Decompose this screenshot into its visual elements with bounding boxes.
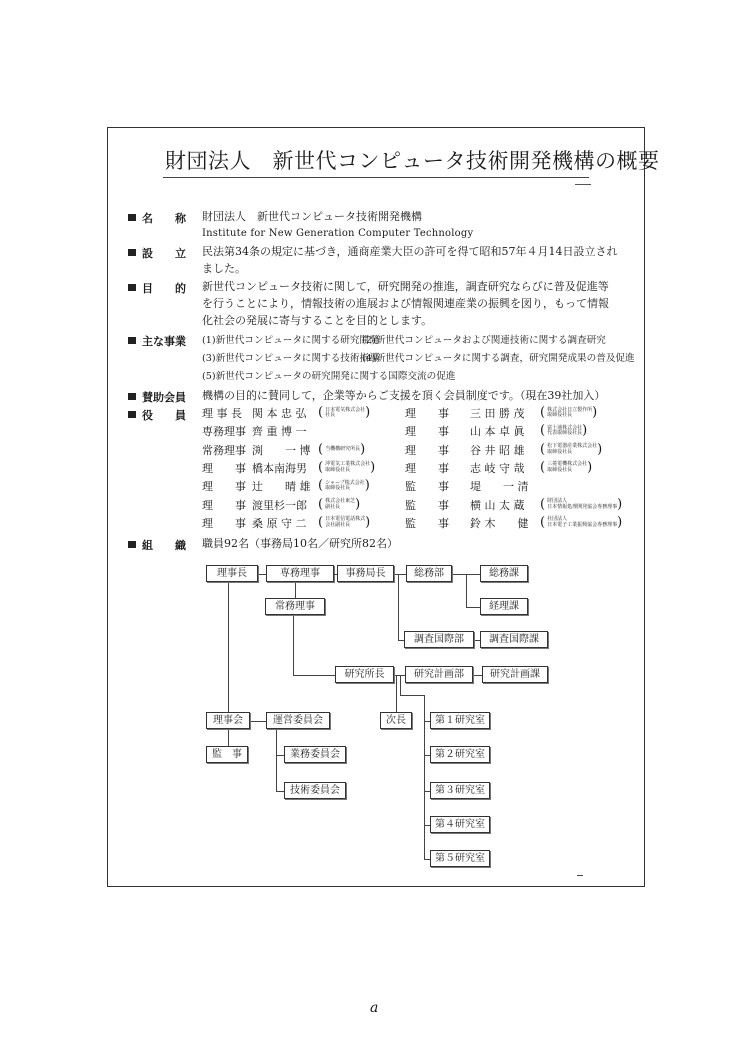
officer-role: 理 事 bbox=[202, 498, 246, 512]
page-number: a bbox=[370, 1000, 379, 1016]
affiliation-line2: 代表取締役社長 bbox=[547, 430, 583, 437]
officer-role: 理 事 bbox=[405, 443, 449, 457]
label-text: 役 員 bbox=[142, 409, 186, 422]
stray-mark bbox=[577, 875, 583, 876]
org-box-chairman: 理事長 bbox=[206, 565, 258, 582]
officer-affiliation bbox=[540, 516, 622, 530]
paren-open: ( bbox=[540, 441, 546, 457]
officer-affiliation bbox=[540, 498, 622, 512]
connector-line bbox=[250, 721, 266, 722]
bullet-square-icon bbox=[128, 214, 136, 221]
officer-name: 堤 一 清 bbox=[470, 480, 529, 494]
label-text: 設 立 bbox=[142, 247, 186, 260]
org-box-lab-2: 第２研究室 bbox=[430, 746, 490, 763]
affiliation-line1: 当機構研究所長 bbox=[325, 445, 361, 452]
paren-open: ( bbox=[540, 423, 546, 439]
name-en: Institute for New Generation Computer Technology bbox=[202, 228, 474, 239]
officer-affiliation bbox=[318, 516, 370, 530]
affiliation-line2: 社長 bbox=[325, 412, 336, 418]
officer-name: 辻 晴 雄 bbox=[252, 480, 311, 494]
bullet-square-icon bbox=[128, 393, 136, 400]
activity-item: (2)新世代コンピュータおよび関連技術に関する調査研究 bbox=[362, 335, 606, 346]
officer-affiliation bbox=[318, 461, 375, 475]
affiliation-line2: 取締役社長 bbox=[325, 485, 351, 492]
page-title: 財団法人 新世代コンピュータ技術開発機構の概要 bbox=[165, 149, 660, 173]
bullet-square-icon bbox=[128, 541, 136, 548]
affiliation-text bbox=[325, 462, 370, 473]
officer-name: 橋本南海男 bbox=[252, 461, 307, 475]
paren-close: ) bbox=[587, 459, 593, 475]
affiliation-line2: 日本情報処理開発協会専務理事 bbox=[547, 503, 618, 510]
paren-open: ( bbox=[318, 441, 324, 457]
label-name bbox=[128, 210, 186, 226]
affiliation-text bbox=[547, 499, 617, 510]
org-box-institute-director: 研究所長 bbox=[335, 666, 394, 683]
paren-close: ) bbox=[582, 423, 588, 439]
label-text: 賛助会員 bbox=[142, 391, 186, 404]
org-box-research-intl-sect: 調査国際課 bbox=[480, 631, 548, 648]
connector-line bbox=[466, 607, 480, 608]
officer-affiliation bbox=[318, 479, 370, 493]
affiliation-line2: 取締役社長 bbox=[325, 466, 351, 473]
officer-affiliation bbox=[540, 406, 597, 420]
officer-role: 常務理事 bbox=[202, 443, 246, 457]
paren-close: ) bbox=[365, 514, 371, 530]
officer-role: 理 事 bbox=[405, 461, 449, 475]
affiliation-line1: 財団法人 bbox=[547, 498, 568, 504]
org-box-senior-director: 専務理事 bbox=[266, 565, 334, 582]
affiliation-text bbox=[325, 447, 360, 453]
bullet-square-icon bbox=[128, 411, 136, 418]
org-box-planning-dept: 研究計画部 bbox=[405, 666, 473, 683]
officer-name: 齊 重 博 一 bbox=[252, 425, 307, 439]
paren-close: ) bbox=[365, 405, 371, 420]
label-text: 名 称 bbox=[142, 212, 186, 225]
label-text: 主な事業 bbox=[142, 335, 186, 348]
connector-line bbox=[466, 574, 467, 607]
organization-text: 職員92名（事務局10名／研究所82名） bbox=[202, 537, 398, 550]
title-underline bbox=[163, 177, 589, 178]
label-officers bbox=[128, 407, 186, 423]
paren-close: ) bbox=[364, 478, 370, 494]
connector-line bbox=[400, 675, 401, 695]
connector-line bbox=[228, 583, 229, 712]
officer-role: 専務理事 bbox=[202, 425, 246, 439]
label-activities bbox=[128, 333, 186, 349]
affiliation-text bbox=[547, 517, 617, 528]
officer-name: 渡里杉一郎 bbox=[252, 498, 307, 512]
officer-name: 横 山 太 蔵 bbox=[470, 498, 525, 512]
paren-open: ( bbox=[318, 514, 324, 530]
org-box-research-intl-dept: 調査国際部 bbox=[404, 631, 474, 648]
affiliation-text bbox=[547, 408, 592, 419]
org-box-planning-sect: 研究計画課 bbox=[482, 666, 548, 683]
affiliation-text bbox=[547, 462, 587, 473]
activity-item: (4)新世代コンピュータに関する調査，研究開発成果の普及促進 bbox=[362, 353, 635, 364]
name-jp: 財団法人 新世代コンピュータ技術開発機構 bbox=[202, 210, 422, 223]
affiliation-line1: 日本電信電話株式 bbox=[325, 516, 366, 523]
affiliation-text bbox=[325, 517, 365, 528]
affiliation-text bbox=[547, 444, 597, 455]
connector-line bbox=[276, 730, 277, 791]
officer-role: 監 事 bbox=[405, 516, 449, 530]
affiliation-line1: シャープ株式会社 bbox=[325, 479, 365, 486]
paren-close: ) bbox=[355, 496, 361, 512]
org-box-auditor: 監 事 bbox=[206, 746, 248, 763]
purpose-line3: 化社会の発展に寄与することを目的とします。 bbox=[202, 314, 433, 327]
affiliation-line2: 取締役社長 bbox=[547, 412, 573, 418]
title-underline-mark bbox=[575, 184, 591, 185]
officer-affiliation bbox=[540, 461, 592, 475]
officer-affiliation bbox=[318, 443, 365, 457]
paren-open: ( bbox=[318, 405, 324, 420]
officer-role: 理 事 長 bbox=[202, 407, 242, 420]
officer-name: 志 岐 守 哉 bbox=[470, 461, 525, 475]
affiliation-line1: 社団法人 bbox=[547, 516, 568, 523]
connector-line bbox=[473, 675, 482, 676]
paren-open: ( bbox=[318, 459, 324, 475]
paren-open: ( bbox=[540, 405, 546, 420]
officer-name: 三 田 勝 茂 bbox=[470, 407, 525, 420]
supporting-members-text: 機構の目的に賛同して，企業等からご支援を頂く会員制度です。（現在39社加入） bbox=[202, 389, 606, 402]
org-box-accounting-sect: 経理課 bbox=[480, 598, 528, 615]
label-organization bbox=[128, 537, 186, 553]
connector-line bbox=[398, 574, 399, 640]
org-box-lab-5: 第５研究室 bbox=[430, 850, 490, 867]
officer-affiliation bbox=[540, 424, 587, 438]
label-text: 組 織 bbox=[142, 539, 186, 552]
affiliation-line1: 日本電気株式会社 bbox=[325, 406, 366, 413]
connector-line bbox=[295, 583, 296, 598]
connector-line bbox=[424, 695, 425, 859]
officer-role: 理 事 bbox=[405, 407, 449, 420]
officer-role: 理 事 bbox=[202, 516, 246, 530]
connector-line bbox=[394, 574, 406, 575]
affiliation-text bbox=[325, 499, 355, 510]
officer-role: 監 事 bbox=[405, 480, 449, 494]
paren-close: ) bbox=[370, 459, 376, 475]
officer-role: 監 事 bbox=[405, 498, 449, 512]
paren-open: ( bbox=[540, 514, 546, 530]
affiliation-line2: 会社副社長 bbox=[325, 521, 351, 528]
org-box-lab-1: 第１研究室 bbox=[430, 712, 490, 729]
affiliation-line2: 取締役社長 bbox=[547, 448, 573, 455]
label-purpose bbox=[128, 280, 186, 296]
activity-item: (1)新世代コンピュータに関する研究開発 bbox=[202, 335, 379, 346]
established-line1: 民法第34条の規定に基づき，通商産業大臣の許可を得て昭和57年４月14日設立され bbox=[202, 245, 618, 258]
label-supporting-members bbox=[128, 389, 186, 405]
org-box-executive-director: 常務理事 bbox=[265, 598, 325, 615]
officer-affiliation bbox=[318, 406, 370, 420]
connector-line bbox=[276, 755, 284, 756]
established-line2: ました。 bbox=[202, 262, 246, 275]
affiliation-line2: 日本電子工業振興協会専務理事 bbox=[547, 521, 618, 528]
org-box-deputy-director: 次長 bbox=[380, 712, 412, 729]
org-box-secretary-general: 事務局長 bbox=[337, 565, 394, 582]
org-box-lab-3: 第３研究室 bbox=[430, 782, 490, 799]
affiliation-line1: 沖電気工業株式会社 bbox=[325, 461, 371, 468]
purpose-line2: を行うことにより，情報技術の進展および情報関連産業の振興を図り，もって情報 bbox=[202, 297, 609, 310]
officer-affiliation bbox=[540, 443, 602, 457]
paren-open: ( bbox=[540, 496, 546, 512]
activity-item: (3)新世代コンピュータに関する技術指導 bbox=[202, 353, 379, 364]
activity-item: (5)新世代コンピュータの研究開発に関する国際交流の促進 bbox=[202, 371, 456, 382]
connector-line bbox=[400, 695, 424, 696]
officer-name: 渕 一 博 bbox=[252, 443, 311, 457]
officer-name: 山 本 卓 眞 bbox=[470, 425, 525, 439]
label-text: 目 的 bbox=[142, 282, 186, 295]
paren-open: ( bbox=[318, 496, 324, 512]
connector-line bbox=[396, 675, 397, 712]
connector-line bbox=[228, 730, 229, 746]
affiliation-text bbox=[325, 481, 365, 492]
paren-close: ) bbox=[592, 405, 598, 420]
affiliation-text bbox=[547, 426, 582, 437]
affiliation-line1: 富士通株式会社 bbox=[547, 424, 583, 431]
officer-role: 理 事 bbox=[202, 480, 246, 494]
affiliation-line2: 副社長 bbox=[325, 503, 341, 510]
affiliation-line1: 松下電器産業株式会社 bbox=[547, 443, 598, 450]
connector-line bbox=[258, 574, 266, 575]
officer-name: 関 本 忠 弘 bbox=[252, 407, 307, 420]
paren-close: ) bbox=[360, 441, 366, 457]
affiliation-line1: 株式会社東芝 bbox=[325, 498, 356, 504]
connector-line bbox=[276, 791, 284, 792]
paren-open: ( bbox=[540, 459, 546, 475]
org-box-operations-committee: 業務委員会 bbox=[284, 746, 346, 763]
officer-name: 鈴 木 健 bbox=[470, 516, 529, 530]
paren-open: ( bbox=[318, 478, 324, 494]
org-box-board: 理事会 bbox=[206, 712, 250, 729]
bullet-square-icon bbox=[128, 337, 136, 344]
officer-name: 谷 井 昭 雄 bbox=[470, 443, 525, 457]
affiliation-line1: 株式会社日立製作所 bbox=[547, 406, 593, 413]
affiliation-line2: 取締役社長 bbox=[547, 466, 573, 473]
officer-role: 理 事 bbox=[405, 425, 449, 439]
affiliation-line1: 三菱電機株式会社 bbox=[547, 461, 588, 468]
officer-name: 桑 原 守 二 bbox=[252, 516, 307, 530]
paren-close: ) bbox=[617, 496, 623, 512]
connector-line bbox=[293, 675, 335, 676]
org-box-general-affairs-sect: 総務課 bbox=[480, 565, 528, 582]
paren-close: ) bbox=[597, 441, 603, 457]
bullet-square-icon bbox=[128, 249, 136, 256]
org-box-lab-4: 第４研究室 bbox=[430, 816, 490, 833]
affiliation-text bbox=[325, 408, 365, 419]
paren-close: ) bbox=[617, 514, 623, 530]
officer-role: 理 事 bbox=[202, 461, 246, 475]
purpose-line1: 新世代コンピュータ技術に関して，研究開発の推進，調査研究ならびに普及促進等 bbox=[202, 280, 609, 293]
label-established bbox=[128, 245, 186, 261]
officer-affiliation bbox=[318, 498, 360, 512]
org-box-technical-committee: 技術委員会 bbox=[284, 782, 346, 799]
bullet-square-icon bbox=[128, 284, 136, 291]
connector-line bbox=[293, 616, 294, 675]
org-box-steering-committee: 運営委員会 bbox=[266, 712, 330, 729]
org-box-general-affairs-dept: 総務部 bbox=[406, 565, 452, 582]
